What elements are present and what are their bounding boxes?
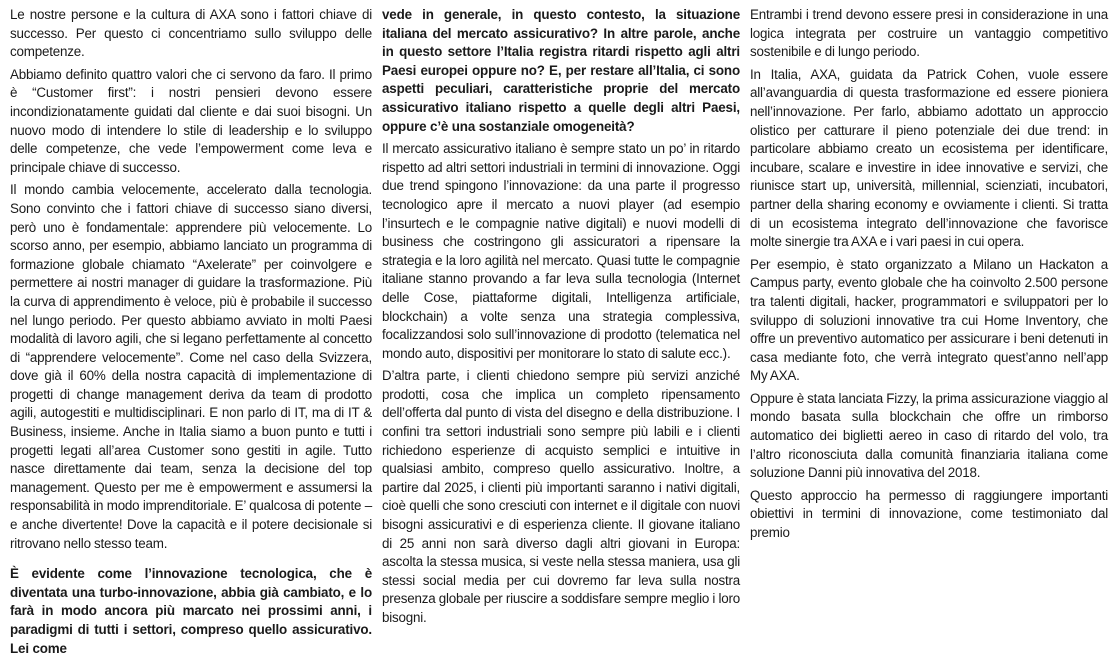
article-column-2 bbox=[382, 6, 740, 632]
article-column-1 bbox=[10, 6, 372, 662]
article-column-3 bbox=[750, 6, 1108, 547]
interview-question: vede in generale, in questo contesto, la situazione italiana del mercato assicurativo? In altre parole, anche in questo settore l’Italia registra ritardi rispetto agli altri Paesi europei oppure no? E, per restare all’Italia, ci sono aspetti peculiari, caratteristiche proprie del mercato assicurativo italiano rispetto a quelle degli altri Paesi, oppure c’è una sostanziale omogeneità? bbox=[382, 7, 740, 134]
paragraph: Entrambi i trend devono essere presi in considerazione in una logica integrata per costruire un vantaggio competitivo sostenibile e di lungo periodo. bbox=[750, 7, 1108, 60]
paragraph: D’altra parte, i clienti chiedono sempre più servizi anziché prodotti, cosa che implica un completo ripensamento dell’offerta dal punto di vista del disegno e della distribuzione. I confini tra settori industriali sono sempre più labili e i clienti richiedono esperienze di acquisto semplici e intuitive in qualsiasi ambito, compreso quello assicurativo. Inoltre, a partire dal 2025, i clienti più importanti saranno i nativi digitali, cioè quelli che sono cresciuti con internet e il digitale con nuovi bisogni assicurativi e di esperienza cliente. Il giovane italiano di 25 anni non sarà diverso dagli altri giovani in Europa: ascolta la stessa musica, si veste nella stessa maniera, usa gli stessi social media per cui dovremo far leva sulla nostra presenza globale per riuscire a soddisfare sempre meglio i loro bisogni. bbox=[382, 368, 740, 625]
paragraph: Per esempio, è stato organizzato a Milano un Hackaton a Campus party, evento globale che ha coinvolto 2.500 persone tra talenti digitali, hacker, programmatori e sviluppatori per lo sviluppo di soluzioni innovative tra cui Home Inventory, che offre un preventivo automatico per assicurare i beni detenuti in casa mediante foto, che verrà integrato quest’anno nell’app My AXA. bbox=[750, 256, 1108, 384]
paragraph: Questo approccio ha permesso di raggiungere importanti obiettivi in termini di innovazione, come testimoniato dal premio bbox=[750, 487, 1108, 541]
paragraph: Le nostre persone e la cultura di AXA sono i fattori chiave di successo. Per questo ci concentriamo sullo sviluppo delle competenze. bbox=[10, 7, 372, 60]
paragraph: Il mondo cambia velocemente, accelerato dalla tecnologia. Sono convinto che i fattori chiave di successo siano diversi, però uno è fondamentale: apprendere più velocemente. Lo scorso anno, per esempio, abbiamo lanciato un programma di formazione globale chiamato “Axelerate” per coinvolgere e permettere ai nostri manager di guidare la trasformazione. Più la curva di apprendimento è veloce, più è probabile il successo nel lungo periodo. Per questo abbiamo avviato in molti Paesi modalità di lavoro agili, che si legano perfettamente al concetto di “apprendere velocemente”. Come nel caso della Svizzera, dove già il 60% della nostra capacità di implementazione di progetti di change management deriva da team di prodotto agili, autogestiti e multidisciplinari. E non parlo di IT, ma di IT & Business, insieme. Anche in Italia siamo a buon punto e tutti i progetti legati all’area Customer sono gestiti in agile. Tutto nasce direttamente dai team, senza la decisione del top management. Questo per me è empowerment e assumersi la responsabilità in modo imprenditoriale. E’ qualcosa di potente – e anche divertente! Dove la capacità e il potere decisionale si ritrovano nello stesso team. bbox=[10, 182, 372, 551]
paragraph: Oppure è stata lanciata Fizzy, la prima assicurazione viaggio al mondo basata sulla blockchain che offre un rimborso automatico dei biglietti aereo in caso di ritardo del volo, tra l’altro riconosciuta dalla comunità finanziaria italiana come soluzione Danni più innovativa del 2018. bbox=[750, 390, 1108, 481]
paragraph: Abbiamo definito quattro valori che ci servono da faro. Il primo è “Customer first”: i nostri pensieri devono essere incondizionatamente guidati dal cliente e dai suoi bisogni. Un nuovo modo di intendere lo stile di leadership e lo sviluppo delle competenze, che vede l’empowerment come leva e principale chiave di successo. bbox=[10, 66, 372, 175]
interview-question: È evidente come l’innovazione tecnologica, che è diventata una turbo-innovazione, abbia già cambiato, e lo farà in modo ancora più marcato nei prossimi anni, i paradigmi di tutti i settori, compreso quello assicurativo. Lei come bbox=[10, 566, 372, 656]
paragraph: Il mercato assicurativo italiano è sempre stato un po’ in ritardo rispetto ad altri settori industriali in termini di innovazione. Oggi due trend spingono l’innovazione: da una parte il progresso tecnologico apre il mercato a nuovi player (ad esempio l’insurtech e le compagnie native digitali) e nuovi modelli di business che costringono gli assicuratori a ripensare la strategia e la loro agilità nel mercato. Quasi tutte le compagnie italiane stanno provando a far leva sulla tecnologia (Internet delle Cose, piattaforme digitali, Intelligenza artificiale, blockchain) a volte senza una strategia complessiva, focalizzandosi solo sull’innovazione di prodotto (telematica nel mondo auto, dispositivi per monitorare lo stato di salute ecc.). bbox=[382, 141, 740, 361]
paragraph: In Italia, AXA, guidata da Patrick Cohen, vuole essere all’avanguardia di questa trasformazione ed essere pioniera nell’innovazione. Per farlo, abbiamo adottato un approccio olistico per catturare il pieno potenziale dei due trend: in particolare abbiamo creato un ecosistema per identificare, incubare, scalare e investire in idee innovative e servizi, che riunisce start up, università, millennial, scienziati, incubatori, partner della sharing economy e ovviamente i clienti. Si tratta di un ecosistema integrato dell’innovazione che favorisce molte sinergie tra AXA e i vari paesi in cui opera. bbox=[750, 66, 1108, 250]
